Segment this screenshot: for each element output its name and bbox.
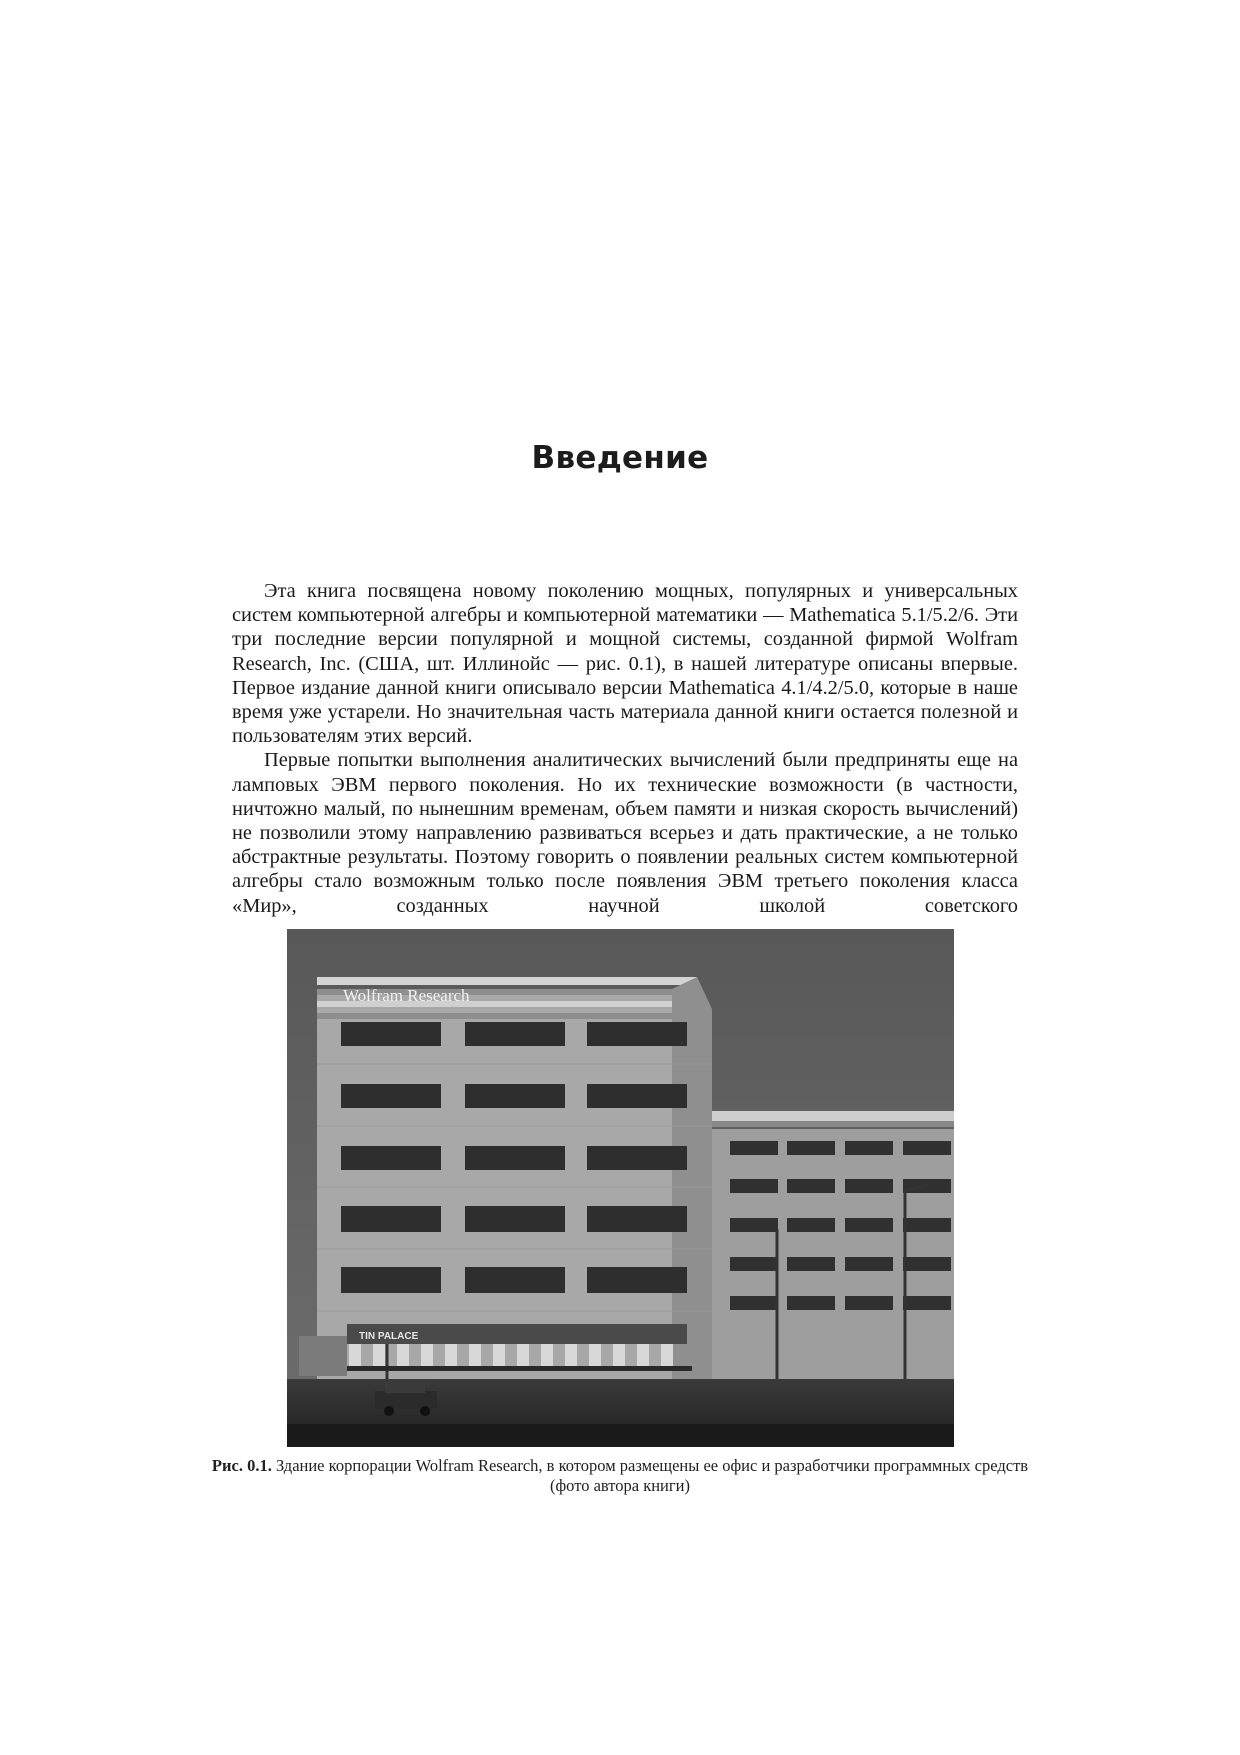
paragraph-1: Эта книга посвящена новому поколению мощных, популярных и универсальных систем компьютерной алгебры и компьютерной математики — Mathematica 5.1/5.2/6. Эти три последние версии популярной и мощной системы, созданной фирмой Wolfram Research, Inc. (США, шт. Иллинойс — рис. 0.1), в нашей литературе описаны впервые. Первое издание данной книги описывало версии Mathematica 4.1/4.2/5.0, которые в наше время уже устарели. Но значительная часть материала данной книги остается полезной и пользователям этих версий. — [232, 580, 1018, 748]
caption-text: Здание корпорации Wolfram Research, в котором размещены ее офис и разработчики программных средств (фото автора книги) — [275, 1456, 1029, 1495]
building-sign: Wolfram Research — [343, 986, 470, 1005]
caption-label: Рис. 0.1. — [211, 1456, 272, 1475]
paragraph-2: Первые попытки выполнения аналитических вычислений были предприняты еще на ламповых ЭВМ первого поколения. Но их технические возможности (в частности, ничтожно малый, по нынешним временам, объем памяти и низкая скорость вычислений) не позволили этому направлению развиваться всерьез и дать практические, а не только абстрактные результаты. Поэтому говорить о появлении реальных систем компьютерной алгебры стало возможным только после появления ЭВМ третьего поколения класса «Мир», созданных научной школой советского — [232, 749, 1018, 917]
tall-building — [317, 977, 712, 1379]
low-building — [712, 1111, 954, 1379]
figure-caption — [200, 1456, 1040, 1496]
body-text — [232, 579, 1018, 918]
chapter-title: Введение — [531, 440, 709, 476]
building-photo — [287, 929, 954, 1447]
awning-sign: TIN PALACE — [359, 1331, 419, 1342]
